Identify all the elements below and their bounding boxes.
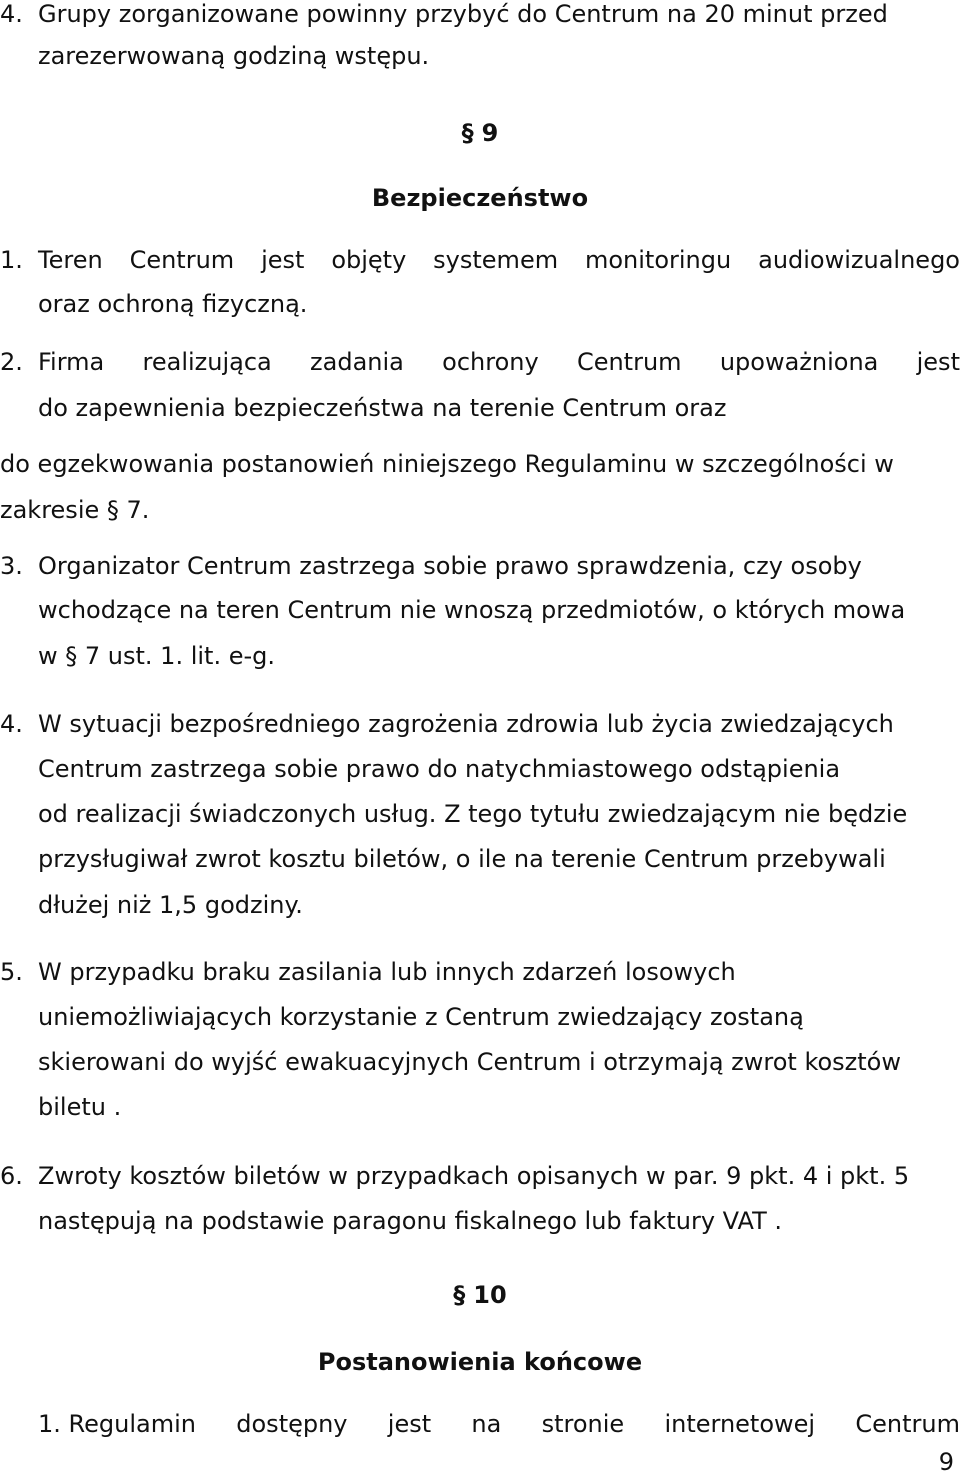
item-text-line: skierowani do wyjść ewakuacyjnych Centrum i otrzymają zwrot kosztów [38, 1048, 901, 1076]
list-item [0, 1159, 960, 1193]
item-text-line: oraz ochroną fizyczną. [38, 290, 308, 318]
item-text-line: do egzekwowania postanowień niniejszego Regulaminu w szczególności w [0, 450, 894, 478]
item-text-line: Centrum zastrzega sobie prawo do natychmiastowego odstąpienia [38, 755, 841, 783]
section-number: 9 [481, 119, 499, 147]
item-number: 2. [0, 348, 23, 376]
item-text-line: 1. Regulamin dostępny jest na stronie internetowej Centrum [38, 1410, 960, 1438]
list-item [0, 707, 960, 741]
item-text-line: Grupy zorganizowane powinny przybyć do Centrum na 20 minut przed [38, 0, 888, 28]
item-number: 4. [0, 0, 23, 28]
item-text-line: zarezerwowaną godziną wstępu. [38, 42, 430, 70]
list-item [0, 549, 960, 583]
section-sign: § [461, 119, 474, 147]
page-number: 9 [938, 1448, 954, 1476]
list-item [0, 1407, 960, 1441]
item-text-line: od realizacji świadczonych usług. Z tego tytułu zwiedzającym nie będzie [38, 800, 908, 828]
item-text-line: biletu . [38, 1093, 122, 1121]
item-text-line: W przypadku braku zasilania lub innych zdarzeń losowych [38, 958, 736, 986]
item-number: 6. [0, 1162, 23, 1190]
item-text-line: wchodzące na teren Centrum nie wnoszą przedmiotów, o których mowa [38, 596, 906, 624]
item-text-line: dłużej niż 1,5 godziny. [38, 891, 303, 919]
list-item [0, 955, 960, 989]
section-heading [0, 1278, 960, 1312]
item-number: 5. [0, 958, 23, 986]
item-text-line: Firma realizująca zadania ochrony Centrum upoważniona jest [38, 348, 960, 376]
item-text-line: następują na podstawie paragonu fiskalnego lub faktury VAT . [38, 1207, 783, 1235]
item-text-line: w § 7 ust. 1. lit. e-g. [38, 642, 275, 670]
item-number: 3. [0, 552, 23, 580]
item-text-line: W sytuacji bezpośredniego zagrożenia zdrowia lub życia zwiedzających [38, 710, 894, 738]
list-item [0, 345, 960, 379]
item-number: 1. [38, 1410, 61, 1438]
item-text-line: do zapewnienia bezpieczeństwa na terenie Centrum oraz [38, 394, 727, 422]
item-text-line: Organizator Centrum zastrzega sobie prawo sprawdzenia, czy osoby [38, 552, 862, 580]
item-text-line: przysługiwał zwrot kosztu biletów, o ile na terenie Centrum przebywali [38, 845, 886, 873]
section-title: Postanowienia końcowe [317, 1348, 643, 1376]
item-text-line: Zwroty kosztów biletów w przypadkach opisanych w par. 9 pkt. 4 i pkt. 5 [38, 1162, 910, 1190]
section-title: Bezpieczeństwo [371, 184, 589, 212]
section-number: 10 [473, 1281, 507, 1309]
section-sign: § [453, 1281, 466, 1309]
list-item [0, 0, 960, 31]
item-text-line: uniemożliwiających korzystanie z Centrum zwiedzający zostaną [38, 1003, 804, 1031]
item-number: 1. [0, 246, 23, 274]
section-heading [0, 116, 960, 150]
item-number: 4. [0, 710, 23, 738]
item-text-line: zakresie § 7. [0, 496, 150, 524]
list-item [0, 243, 960, 277]
item-text-line: Teren Centrum jest objęty systemem monitoringu audiowizualnego [38, 246, 960, 274]
